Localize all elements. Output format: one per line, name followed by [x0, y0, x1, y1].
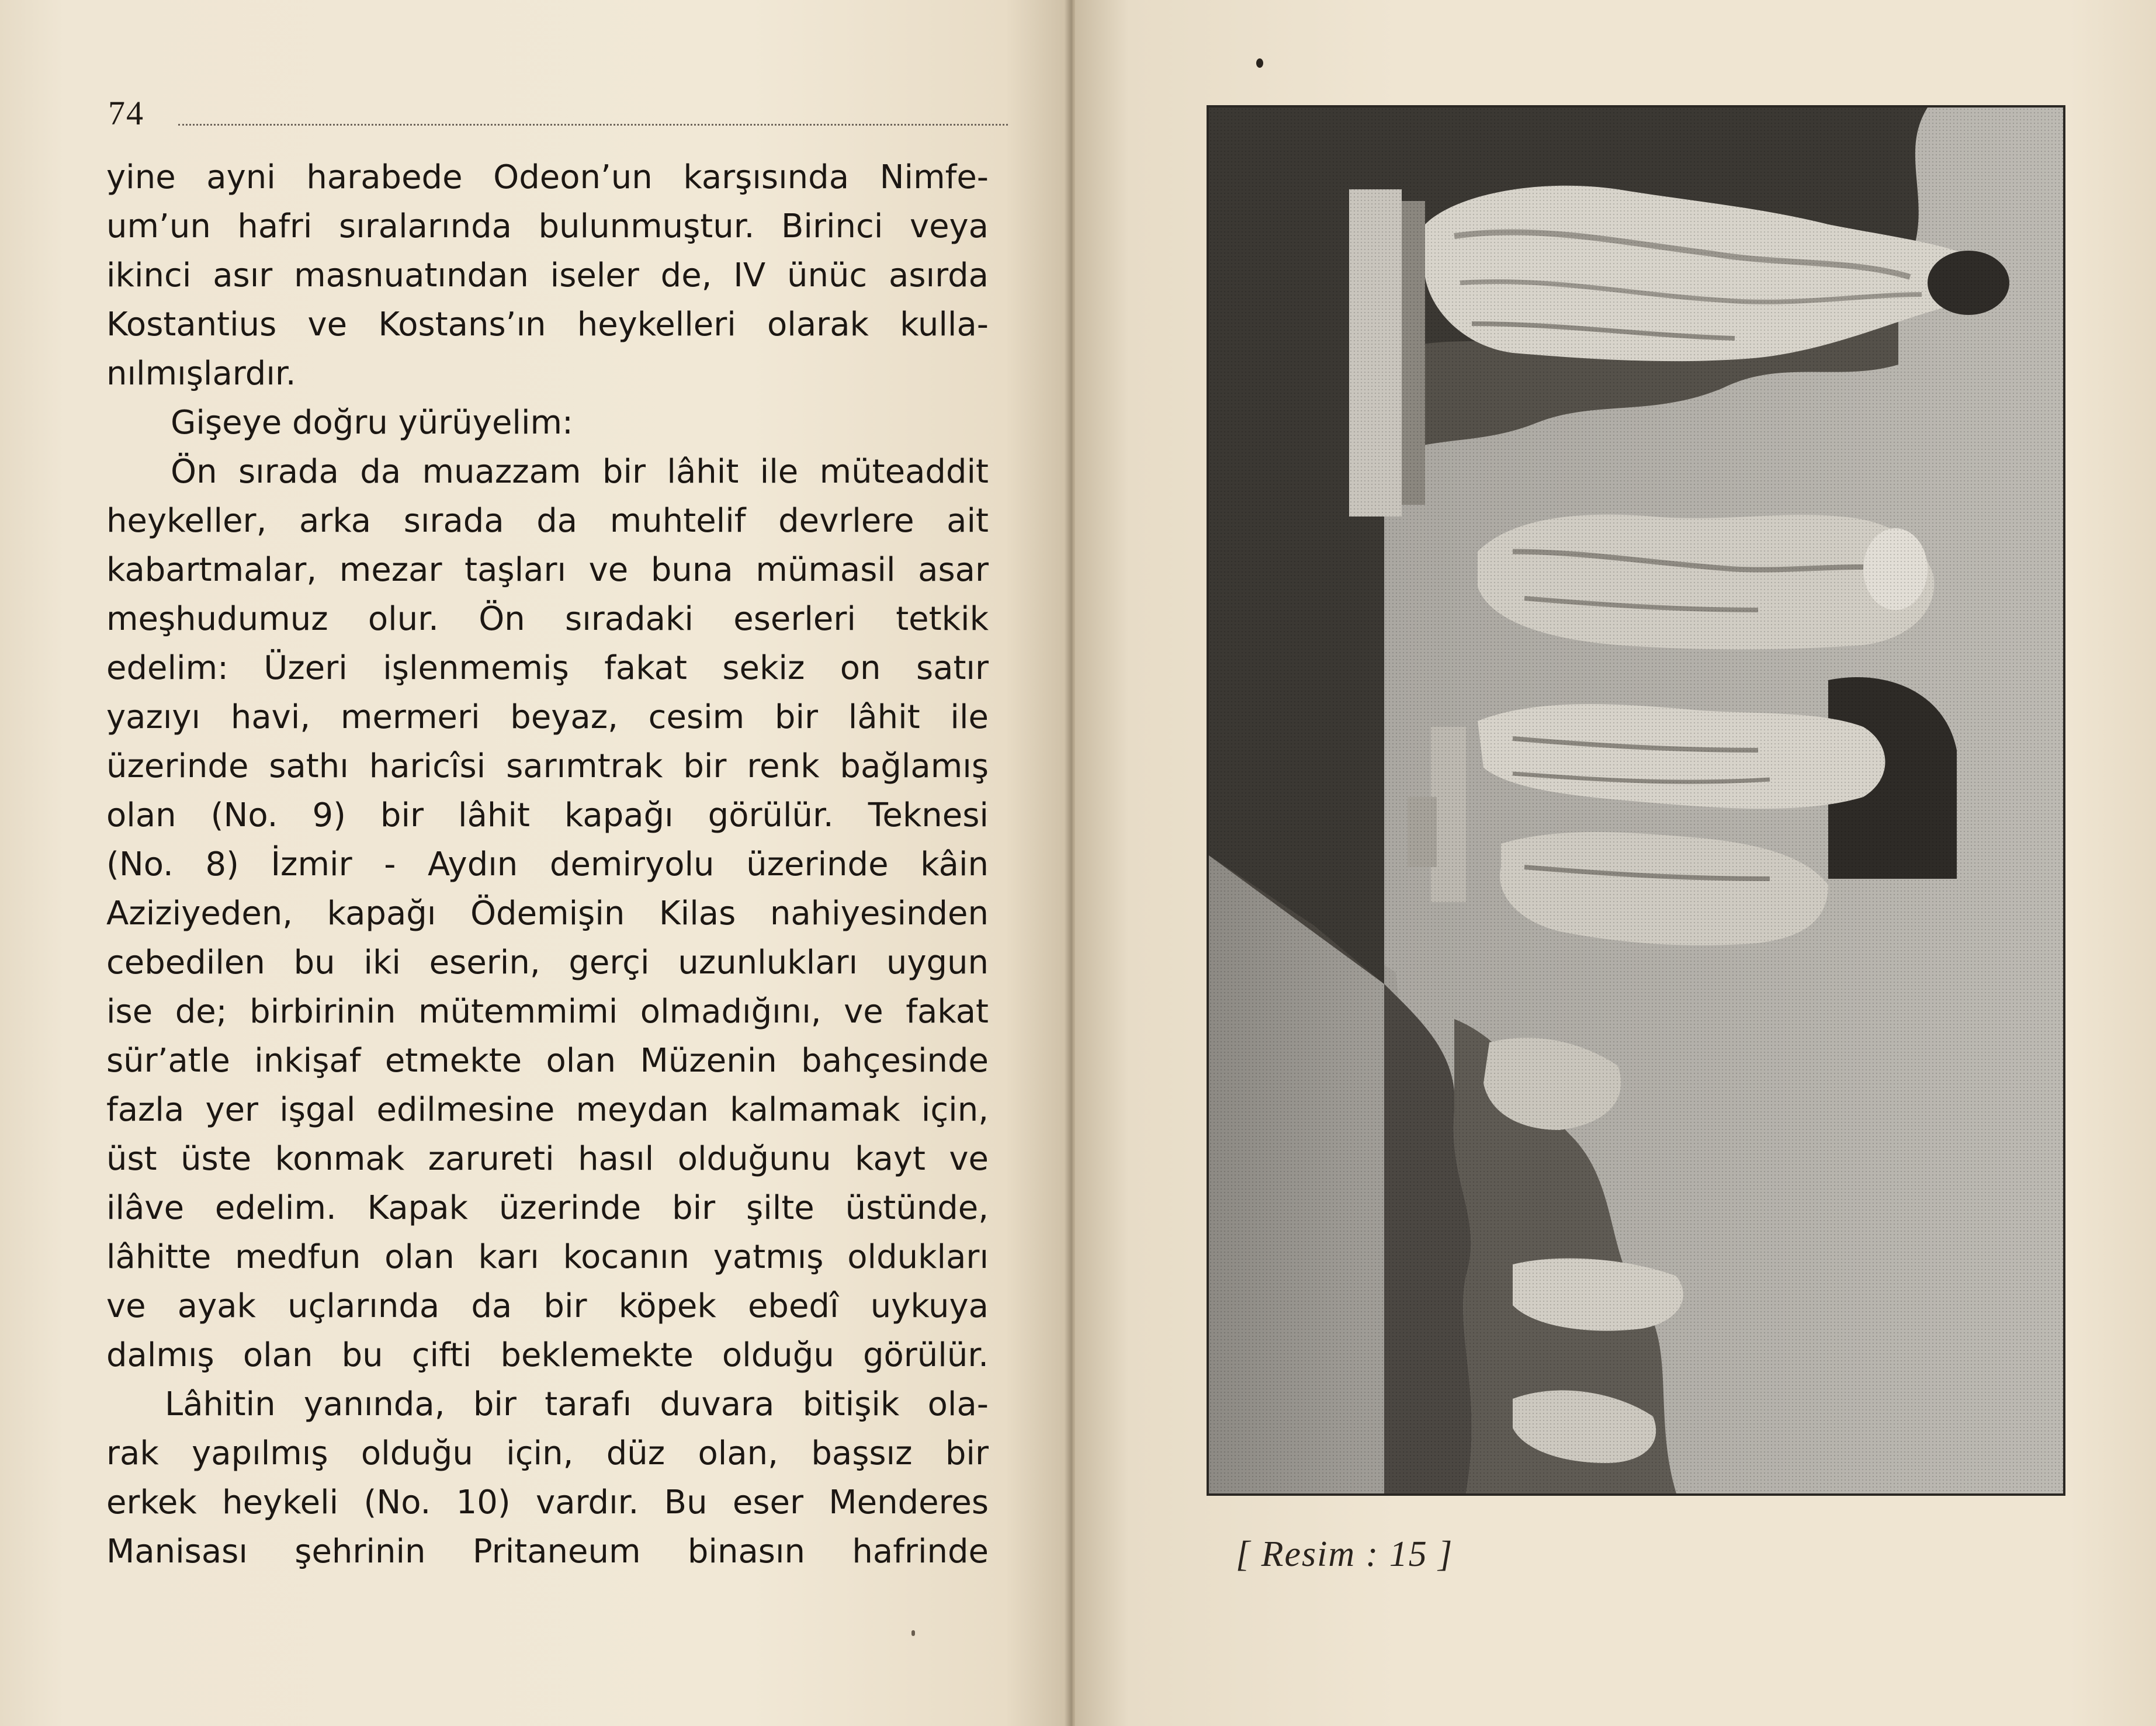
text-line: meşhudumuz olur. Ön sıradaki eserleri tetkik [106, 600, 989, 638]
paper-speck [911, 1630, 915, 1636]
text-line: edelim: Üzeri işlenmemiş fakat sekiz on satır [106, 649, 989, 687]
ink-dot [1256, 58, 1263, 68]
text-line: ilâve edelim. Kapak üzerinde bir şilte üstünde, [106, 1189, 989, 1227]
text-line: ve ayak uçlarında da bir köpek ebedî uykuya [106, 1287, 989, 1325]
text-line: Aziziyeden, kapağı Ödemişin Kilas nahiyesinden [106, 895, 989, 933]
text-line: yine ayni harabede Odeon’un karşısında Nimfe- [106, 158, 989, 196]
text-line: ikinci asır masnuatından iseler de, IV ünüc asırda [106, 257, 989, 294]
text-line: üzerinde sathı haricîsi sarımtrak bir renk bağlamış [106, 747, 989, 785]
text-line: heykeller, arka sırada da muhtelif devrlere ait [106, 502, 989, 540]
text-line: Kostantius ve Kostans’ın heykelleri olarak kulla- [106, 306, 989, 344]
photo-illustration [1209, 108, 2063, 1493]
text-line: (No. 8) İzmir - Aydın demiryolu üzerinde kâin [106, 845, 989, 883]
text-line: erkek heykeli (No. 10) vardır. Bu eser Menderes [106, 1484, 989, 1521]
text-line: um’un hafri sıralarında bulunmuştur. Birinci veya [106, 207, 989, 245]
text-line: Lâhitin yanında, bir tarafı duvara bitişik ola- [165, 1385, 989, 1423]
text-line: Gişeye doğru yürüyelim: [171, 404, 573, 442]
text-line: sür’atle inkişaf etmekte olan Müzenin bahçesinde [106, 1042, 989, 1080]
figure-caption: [ Resim : 15 ] [1236, 1534, 1454, 1574]
page-header [108, 93, 1008, 134]
text-line: yazıyı havi, mermeri beyaz, cesim bir lâhit ile [106, 698, 989, 736]
text-line: Ön sırada da muazzam bir lâhit ile müteaddit [171, 453, 989, 491]
text-line: üst üste konmak zarureti hasıl olduğunu kayt ve [106, 1140, 989, 1178]
page-number: 74 [108, 94, 144, 132]
left-page [0, 0, 1069, 1726]
museum-garden-photograph [1207, 105, 2065, 1496]
text-line: rak yapılmış olduğu için, düz olan, başsız bir [106, 1434, 989, 1472]
text-line: Manisası şehrinin Pritaneum binasın hafrinde [106, 1533, 989, 1571]
text-line: lâhitte medfun olan karı kocanın yatmış oldukları [106, 1238, 989, 1276]
text-line: dalmış olan bu çifti beklemekte olduğu görülür. [106, 1336, 989, 1374]
text-line: nılmışlardır. [106, 355, 296, 393]
text-line: fazla yer işgal edilmesine meydan kalmamak için, [106, 1091, 989, 1129]
text-line: ise de; birbirinin mütemmimi olmadığını, ve fakat [106, 993, 989, 1031]
text-line: kabartmalar, mezar taşları ve buna mümasil asar [106, 551, 989, 589]
text-line: olan (No. 9) bir lâhit kapağı görülür. Teknesi [106, 796, 989, 834]
header-dotted-rule [178, 124, 1008, 126]
body-text [106, 153, 989, 1576]
text-line: cebedilen bu iki eserin, gerçi uzunlukları uygun [106, 944, 989, 982]
